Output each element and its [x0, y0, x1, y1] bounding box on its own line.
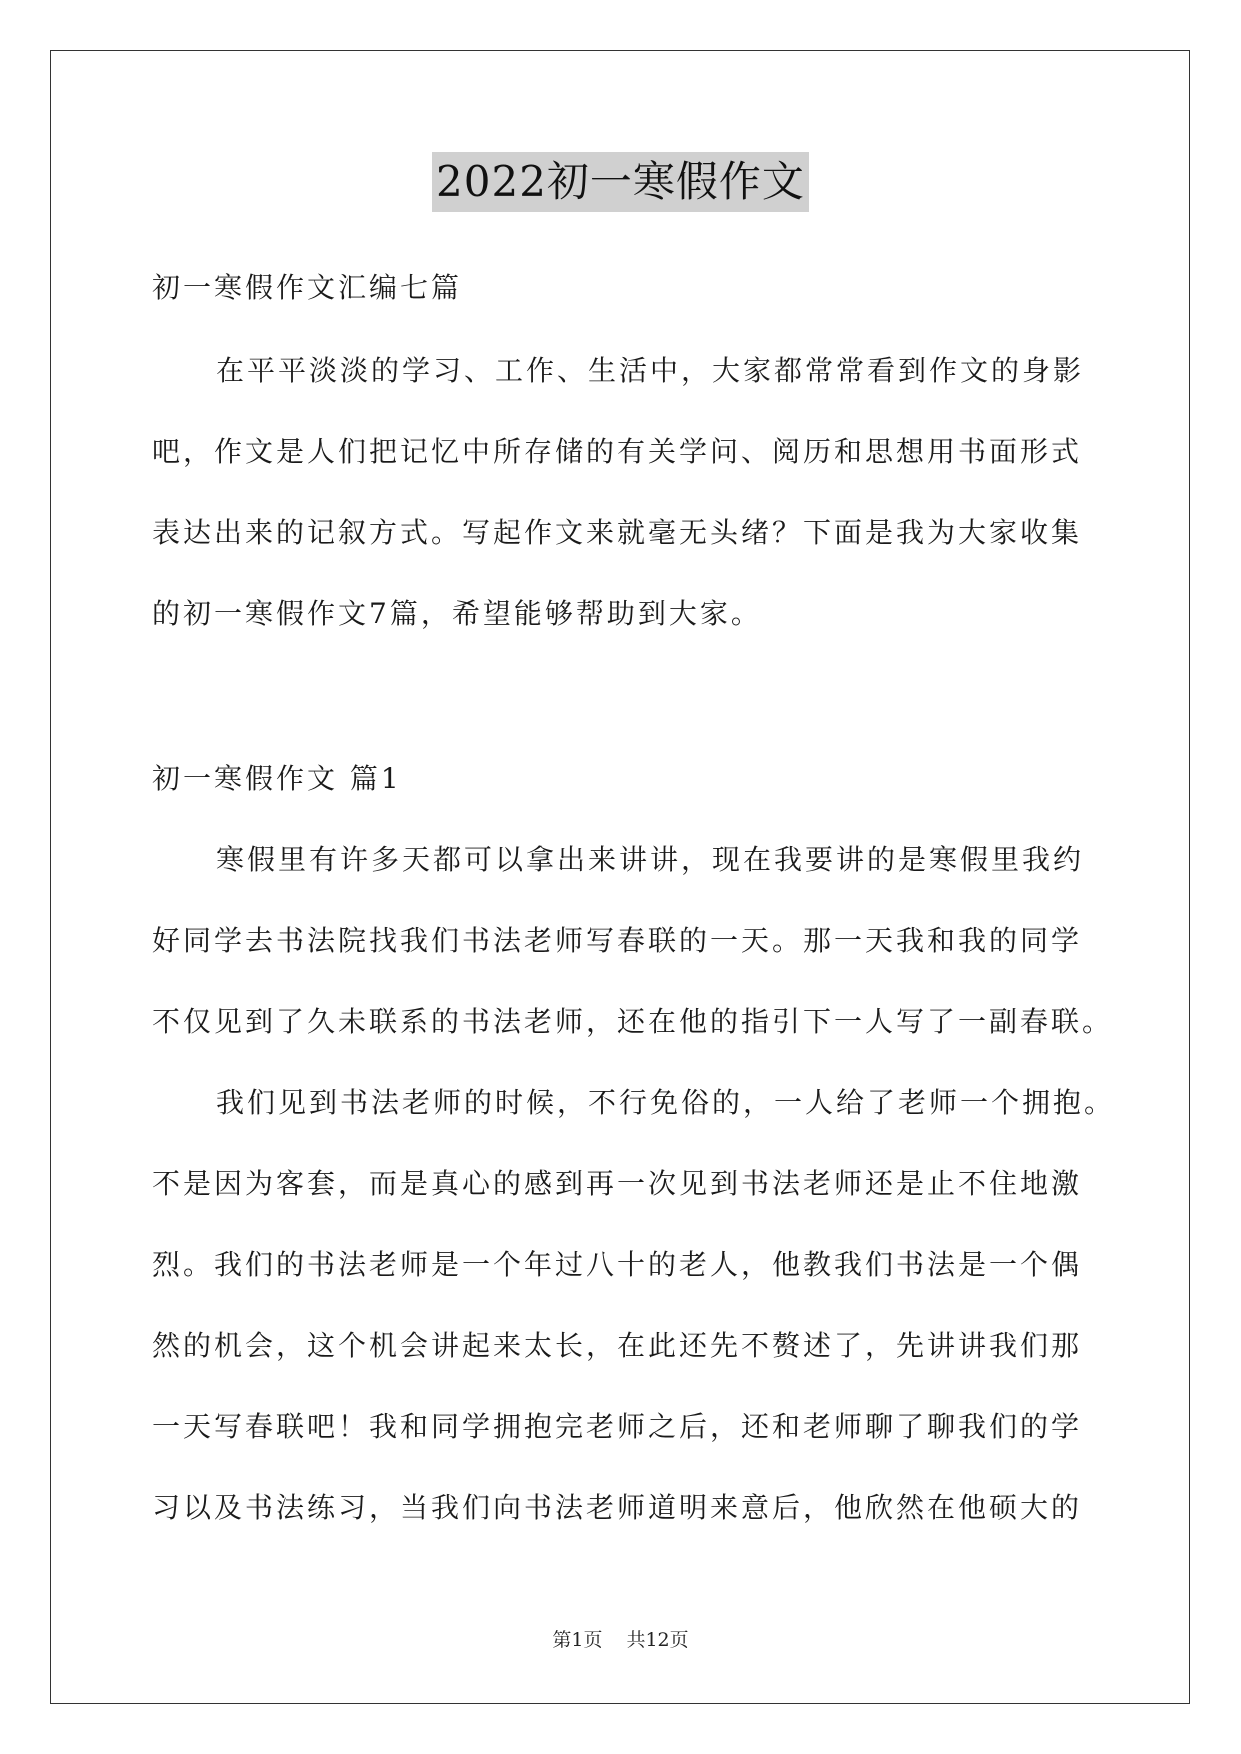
paragraph-line: 好同学去书法院找我们书法老师写春联的一天。那一天我和我的同学 [152, 924, 1083, 957]
document-subtitle: 初一寒假作文汇编七篇 [152, 271, 463, 304]
total-pages: 共12页 [626, 1629, 689, 1651]
paragraph-line: 寒假里有许多天都可以拿出来讲讲，现在我要讲的是寒假里我约 [216, 843, 1085, 876]
paragraph-line: 我们见到书法老师的时候，不行免俗的，一人给了老师一个拥抱。 [216, 1086, 1116, 1119]
paragraph-line: 不仅见到了久未联系的书法老师，还在他的指引下一人写了一副春联。 [152, 1005, 1114, 1038]
document-title: 2022初一寒假作文 [432, 152, 809, 212]
paragraph-line: 然的机会，这个机会讲起来太长，在此还先不赘述了，先讲讲我们那 [152, 1329, 1083, 1362]
paragraph-line: 一天写春联吧！我和同学拥抱完老师之后，还和老师聊了聊我们的学 [152, 1410, 1083, 1443]
page-number: 第1页 [552, 1629, 603, 1651]
intro-line-1: 在平平淡淡的学习、工作、生活中，大家都常常看到作文的身影 [216, 354, 1085, 387]
intro-line-4: 的初一寒假作文7篇，希望能够帮助到大家。 [152, 597, 762, 630]
intro-line-2: 吧，作文是人们把记忆中所存储的有关学问、阅历和思想用书面形式 [152, 435, 1083, 468]
paragraph-line: 习以及书法练习，当我们向书法老师道明来意后，他欣然在他硕大的 [152, 1491, 1083, 1524]
section-heading: 初一寒假作文 篇1 [152, 762, 402, 795]
title-container [0, 152, 1241, 212]
intro-line-3: 表达出来的记叙方式。写起作文来就毫无头绪？下面是我为大家收集 [152, 516, 1083, 549]
paragraph-line: 烈。我们的书法老师是一个年过八十的老人，他教我们书法是一个偶 [152, 1248, 1083, 1281]
paragraph-line: 不是因为客套，而是真心的感到再一次见到书法老师还是止不住地激 [152, 1167, 1083, 1200]
page-footer [0, 1628, 1241, 1652]
